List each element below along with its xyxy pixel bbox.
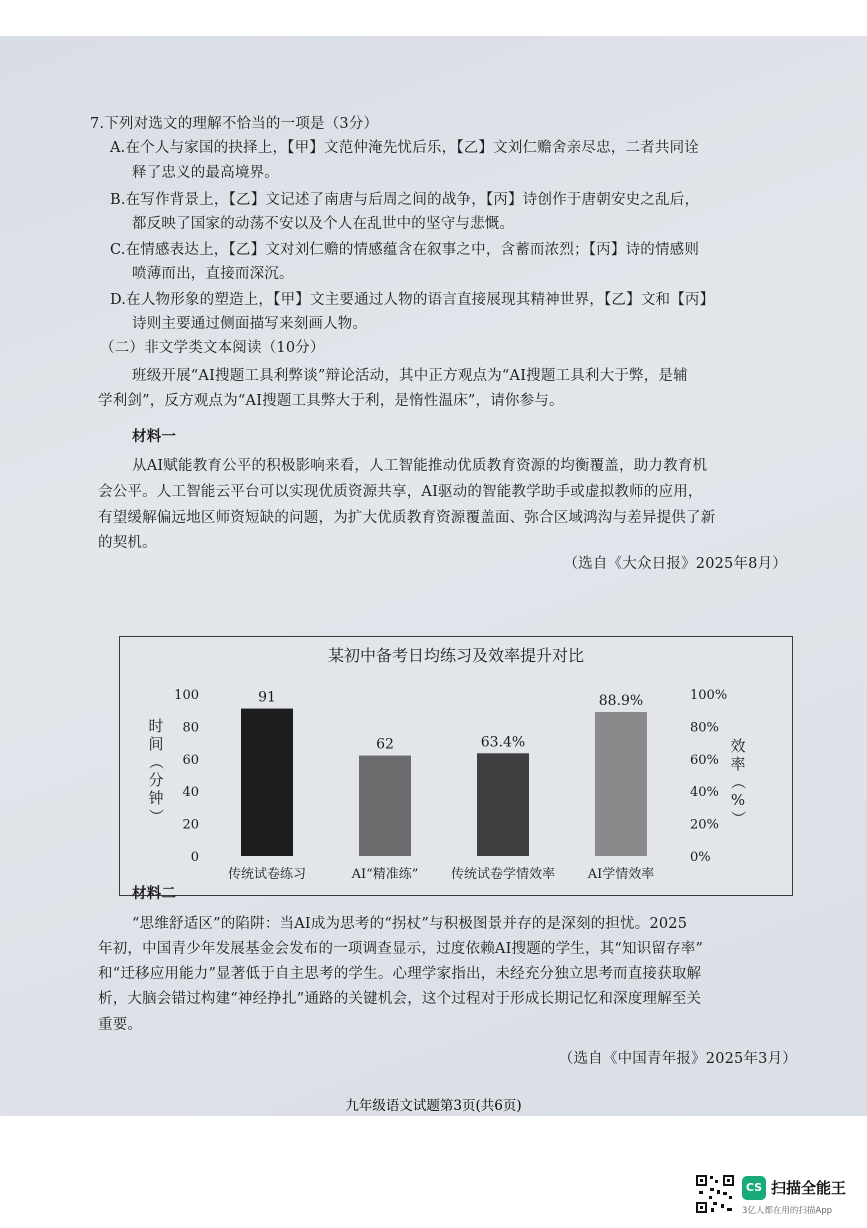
y-tick-right: 0% [690,850,711,865]
y-tick-left: 100 [174,688,199,703]
scanner-watermark [695,1172,855,1222]
axis-label-glyph: ） [729,810,747,826]
axis-label-glyph: ） [147,808,165,824]
material2-source: （选自《中国青年报》2025年3月） [558,1051,797,1067]
material2-line: 和“迁移应用能力”显著低于自主思考的学生。心理学家指出，未经充分独立思考而直接获取解 [98,966,702,982]
bar-value-label: 88.9% [598,692,644,709]
material2-line: “思维舒适区”的陷阱：当AI成为思考的“拐杖”与积极图景并存的是深刻的担忧。2025 [132,916,688,932]
material1-line: 会公平。人工智能云平台可以实现优质资源共享，AI驱动的智能教学助手或虚拟教师的应用， [98,484,703,500]
option-d-line1: D.在人物形象的塑造上，【甲】文主要通过人物的语言直接展现其精神世界，【乙】文和【丙】 [110,292,715,308]
y-tick-right: 20% [690,817,719,833]
exam-page [0,36,867,1116]
material1-heading: 材料一 [132,428,177,445]
material2-heading: 材料二 [132,885,177,902]
y-tick-left: 60 [182,752,199,768]
axis-label-glyph: 钟 [148,789,164,807]
bar [359,756,411,856]
category-label: AI学情效率 [587,867,655,882]
bar-value-label: 91 [258,689,276,706]
scanner-brand: 扫描全能王 [771,1179,847,1197]
material1-line: 有望缓解偏远地区师资短缺的问题，为扩大优质教育资源覆盖面、弥合区域鸿沟与差异提供了新 [98,510,716,526]
axis-label-glyph: （ [147,754,165,770]
material1-line: 从AI赋能教育公平的积极影响来看，人工智能推动优质教育资源的均衡覆盖，助力教育机 [132,458,708,474]
option-d-line2: 诗则主要通过侧面描写来刻画人物。 [132,316,368,332]
qr-code-icon [695,1174,735,1214]
chart-title: 某初中备考日均练习及效率提升对比 [327,646,585,665]
bar-chart-svg [120,637,792,895]
axis-label-glyph: 时 [148,717,164,735]
bar-chart [119,636,793,896]
y-tick-right: 40% [690,785,719,801]
axis-label-glyph: % [730,791,746,809]
y-axis-label-left [147,717,165,824]
category-label: 传统试卷学情效率 [450,867,556,882]
category-label: AI“精准练” [351,867,419,882]
bar [241,709,293,856]
y-tick-right: 60% [690,752,719,768]
bar [477,753,529,856]
bar-value-label: 63.4% [480,734,526,751]
section-title: （二）非文学类文本阅读（10分） [100,340,325,356]
material2-line: 年初，中国青少年发展基金会发布的一项调查显示，过度依赖AI搜题的学生，其“知识留存率” [98,941,704,957]
y-tick-right: 100% [690,688,728,703]
axis-label-glyph: 率 [730,755,746,773]
section-intro-line2: 学利剑”，反方观点为“AI搜题工具弊大于利，是惰性温床”，请你参与。 [98,393,564,409]
option-c-line2: 喷薄而出，直接而深沉。 [132,266,294,282]
y-tick-left: 40 [182,785,199,801]
y-axis-label-right [729,737,747,826]
scanner-logo-icon: CS [742,1176,766,1200]
option-a-line1: A.在个人与家国的抉择上，【甲】文范仲淹先忧后乐，【乙】文刘仁赡舍亲尽忠，二者共同诠 [110,140,699,156]
material1-line: 的契机。 [98,535,157,551]
bar-value-label: 62 [376,736,394,753]
option-a-line2: 释了忠义的最高境界。 [132,165,279,181]
y-tick-left: 0 [190,850,199,865]
category-label: 传统试卷练习 [227,867,307,882]
y-tick-left: 80 [182,720,199,736]
y-tick-right: 80% [690,720,719,736]
axis-label-glyph: （ [729,774,747,790]
page-footer: 九年级语文试题第3页(共6页) [345,1098,522,1114]
question-7-stem: 7.下列对选文的理解不恰当的一项是（3分） [90,116,379,132]
axis-label-glyph: 分 [148,771,164,789]
material1-source: （选自《大众日报》2025年8月） [563,556,787,572]
y-tick-left: 20 [182,817,199,833]
option-b-line2: 都反映了国家的动荡不安以及个人在乱世中的坚守与悲慨。 [132,216,515,232]
bar [595,712,647,856]
axis-label-glyph: 间 [148,735,164,753]
material2-line: 重要。 [98,1017,143,1033]
option-c-line1: C.在情感表达上，【乙】文对刘仁赡的情感蕴含在叙事之中，含蓄而浓烈；【丙】诗的情感则 [110,242,700,258]
scanner-slogan: 3亿人都在用的扫描App [742,1206,833,1216]
section-intro-line1: 班级开展“AI搜题工具利弊谈”辩论活动，其中正方观点为“AI搜题工具利大于弊，是辅 [132,368,688,384]
option-b-line1: B.在写作背景上，【乙】文记述了南唐与后周之间的战争，【丙】诗创作于唐朝安史之乱后， [110,192,700,208]
material2-line: 析，大脑会错过构建“神经挣扎”通路的关键机会，这个过程对于形成长期记忆和深度理解至关 [98,991,702,1007]
axis-label-glyph: 效 [730,737,746,755]
